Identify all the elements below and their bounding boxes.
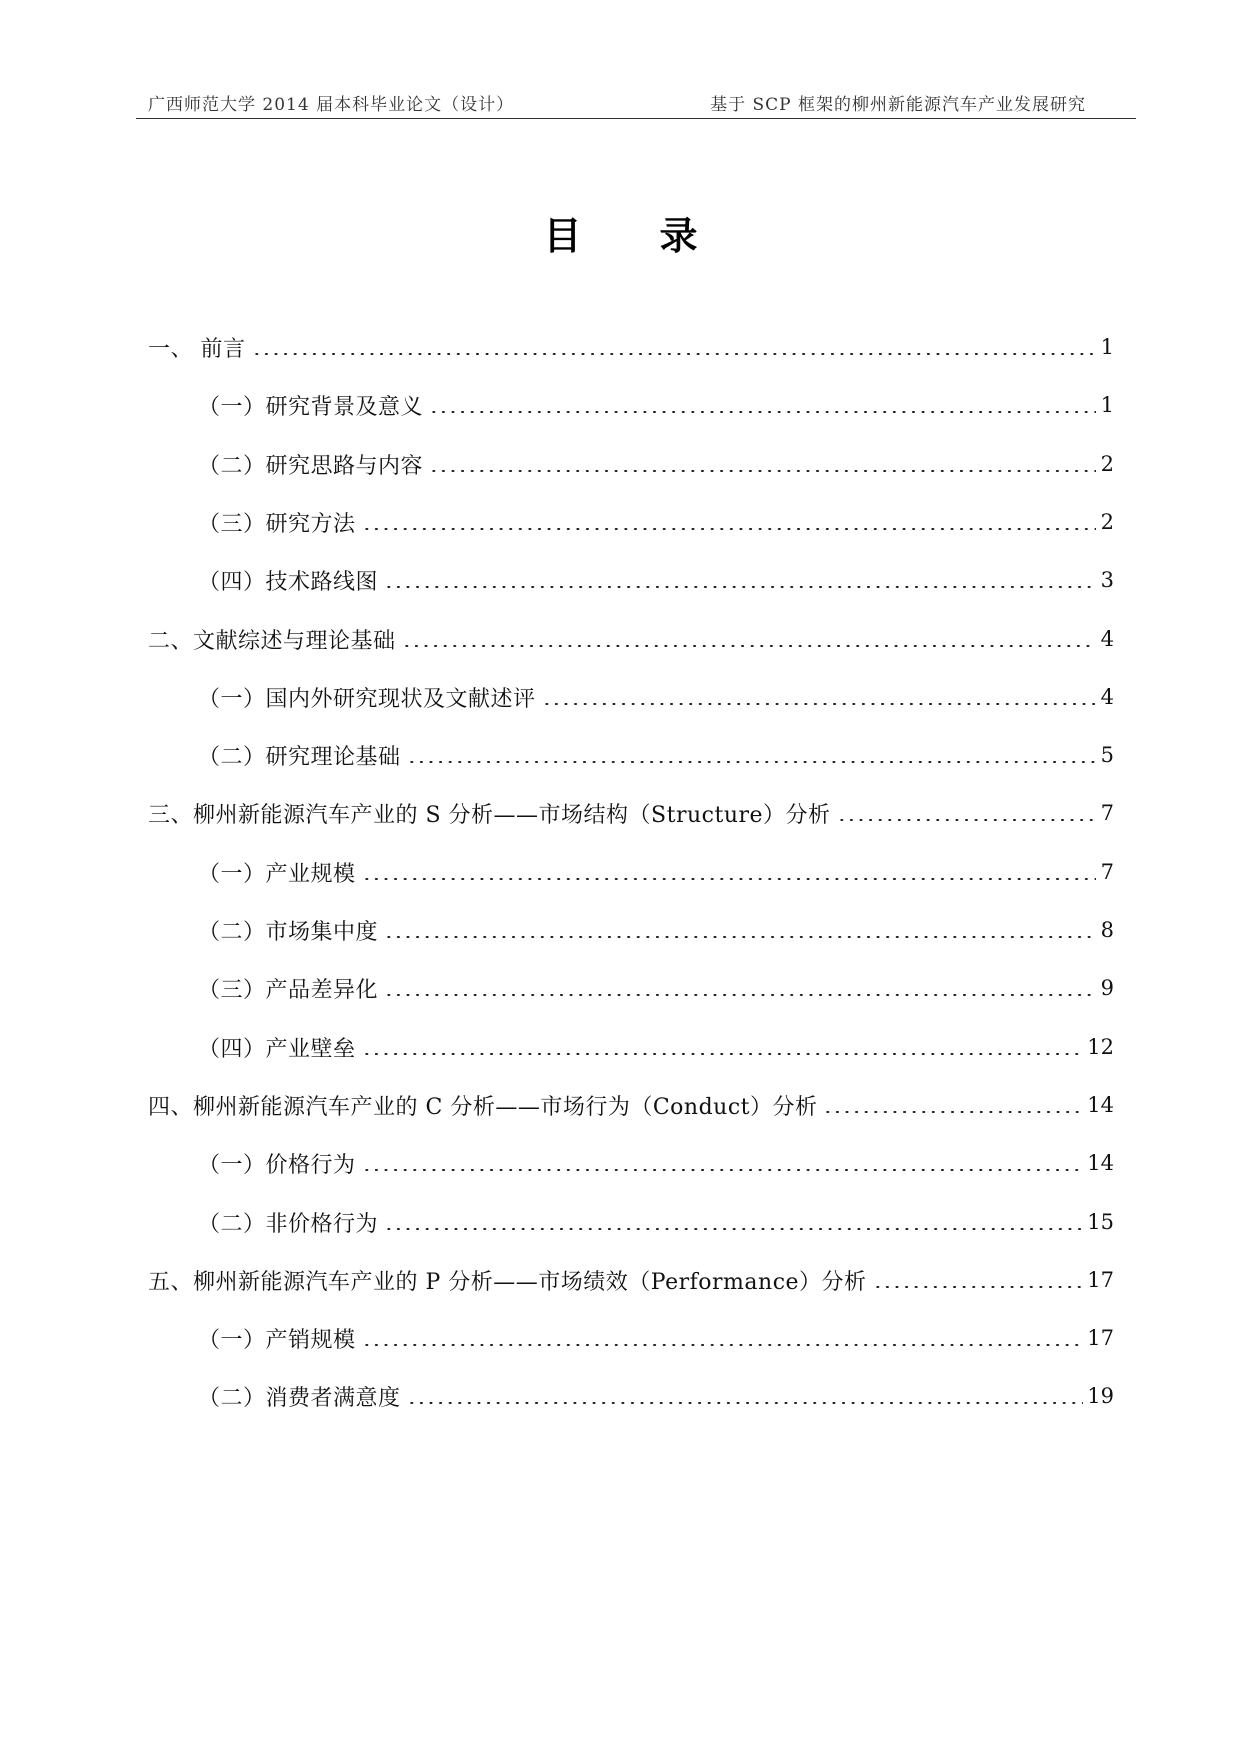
toc-dot-leader xyxy=(362,1053,1084,1055)
toc-dot-leader xyxy=(407,1402,1084,1404)
toc-section-entry[interactable] xyxy=(198,447,1114,481)
toc-dot-leader xyxy=(873,1286,1084,1288)
toc-section-entry[interactable] xyxy=(198,1030,1114,1064)
toc-entry-label: （一）价格行为 xyxy=(198,1152,356,1178)
toc-chapter-entry[interactable] xyxy=(148,1088,1114,1122)
toc-entry-label: 五、柳州新能源汽车产业的 P 分析——市场绩效（Performance）分析 xyxy=(148,1269,867,1295)
toc-entry-page-number: 17 xyxy=(1087,1268,1114,1292)
toc-dot-leader xyxy=(252,353,1097,355)
toc-dot-leader xyxy=(384,994,1096,996)
toc-entry-page-number: 9 xyxy=(1100,976,1114,1000)
toc-entry-page-number: 3 xyxy=(1100,568,1114,592)
toc-entry-page-number: 17 xyxy=(1087,1326,1114,1350)
toc-dot-leader xyxy=(362,1344,1084,1346)
toc-entry-label: （二）研究理论基础 xyxy=(198,744,401,770)
toc-title: 目录 xyxy=(543,214,776,258)
toc-chapter-entry[interactable] xyxy=(148,330,1114,364)
toc-section-entry[interactable] xyxy=(198,855,1114,889)
header-thesis-title: 基于 SCP 框架的柳州新能源汽车产业发展研究 xyxy=(710,95,1086,115)
toc-entry-label: （二）研究思路与内容 xyxy=(198,453,424,479)
toc-section-entry[interactable] xyxy=(198,388,1114,422)
toc-entry-label: （三）产品差异化 xyxy=(198,977,379,1003)
toc-section-entry[interactable] xyxy=(198,913,1114,947)
toc-entry-label: 一、 前言 xyxy=(148,336,246,362)
toc-dot-leader xyxy=(407,761,1096,763)
toc-entry-label: 四、柳州新能源汽车产业的 C 分析——市场行为（Conduct）分析 xyxy=(148,1094,818,1120)
toc-dot-leader xyxy=(429,470,1096,472)
toc-dot-leader xyxy=(384,586,1096,588)
toc-section-entry[interactable] xyxy=(198,505,1114,539)
toc-section-entry[interactable] xyxy=(198,1379,1114,1413)
toc-dot-leader xyxy=(362,528,1096,530)
toc-entry-page-number: 4 xyxy=(1100,685,1114,709)
toc-entry-page-number: 12 xyxy=(1087,1035,1114,1059)
toc-dot-leader xyxy=(823,1111,1083,1113)
toc-entry-label: （一）研究背景及意义 xyxy=(198,394,424,420)
toc-entry-page-number: 14 xyxy=(1087,1151,1114,1175)
toc-section-entry[interactable] xyxy=(198,1146,1114,1180)
toc-chapter-entry[interactable] xyxy=(148,796,1114,830)
toc-entry-label: （二）非价格行为 xyxy=(198,1211,379,1237)
toc-chapter-entry[interactable] xyxy=(148,622,1114,656)
toc-entry-page-number: 7 xyxy=(1100,860,1114,884)
toc-section-entry[interactable] xyxy=(198,680,1114,714)
toc-dot-leader xyxy=(837,819,1096,821)
toc-entry-page-number: 2 xyxy=(1100,510,1114,534)
header-university-text: 广西师范大学 2014 届本科毕业论文（设计） xyxy=(148,95,515,115)
toc-entry-page-number: 8 xyxy=(1100,918,1114,942)
toc-entry-label: 二、文献综述与理论基础 xyxy=(148,628,396,654)
toc-entry-page-number: 15 xyxy=(1087,1210,1114,1234)
toc-entry-label: （三）研究方法 xyxy=(198,511,356,537)
toc-entry-page-number: 2 xyxy=(1100,452,1114,476)
toc-dot-leader xyxy=(362,878,1096,880)
toc-entry-page-number: 1 xyxy=(1100,335,1114,359)
toc-section-entry[interactable] xyxy=(198,1205,1114,1239)
toc-entry-label: （一）产业规模 xyxy=(198,861,356,887)
toc-entry-page-number: 14 xyxy=(1087,1093,1114,1117)
running-header xyxy=(136,88,1136,119)
toc-entry-page-number: 7 xyxy=(1100,801,1114,825)
toc-dot-leader xyxy=(402,645,1096,647)
toc-entry-label: 三、柳州新能源汽车产业的 S 分析——市场结构（Structure）分析 xyxy=(148,802,831,828)
toc-dot-leader xyxy=(384,936,1096,938)
toc-dot-leader xyxy=(542,703,1096,705)
toc-entry-label: （一）国内外研究现状及文献述评 xyxy=(198,686,536,712)
toc-section-entry[interactable] xyxy=(198,738,1114,772)
toc-dot-leader xyxy=(429,411,1096,413)
toc-chapter-entry[interactable] xyxy=(148,1263,1114,1297)
toc-entry-page-number: 4 xyxy=(1100,627,1114,651)
toc-section-entry[interactable] xyxy=(198,971,1114,1005)
toc-entry-page-number: 19 xyxy=(1087,1384,1114,1408)
toc-entry-page-number: 5 xyxy=(1100,743,1114,767)
toc-entry-page-number: 1 xyxy=(1100,393,1114,417)
toc-dot-leader xyxy=(362,1169,1084,1171)
toc-entry-label: （二）市场集中度 xyxy=(198,919,379,945)
toc-entry-label: （四）产业壁垒 xyxy=(198,1036,356,1062)
toc-section-entry[interactable] xyxy=(198,1321,1114,1355)
toc-dot-leader xyxy=(384,1228,1083,1230)
toc-section-entry[interactable] xyxy=(198,563,1114,597)
toc-entry-label: （四）技术路线图 xyxy=(198,569,379,595)
toc-entry-label: （二）消费者满意度 xyxy=(198,1385,401,1411)
toc-entry-label: （一）产销规模 xyxy=(198,1327,356,1353)
